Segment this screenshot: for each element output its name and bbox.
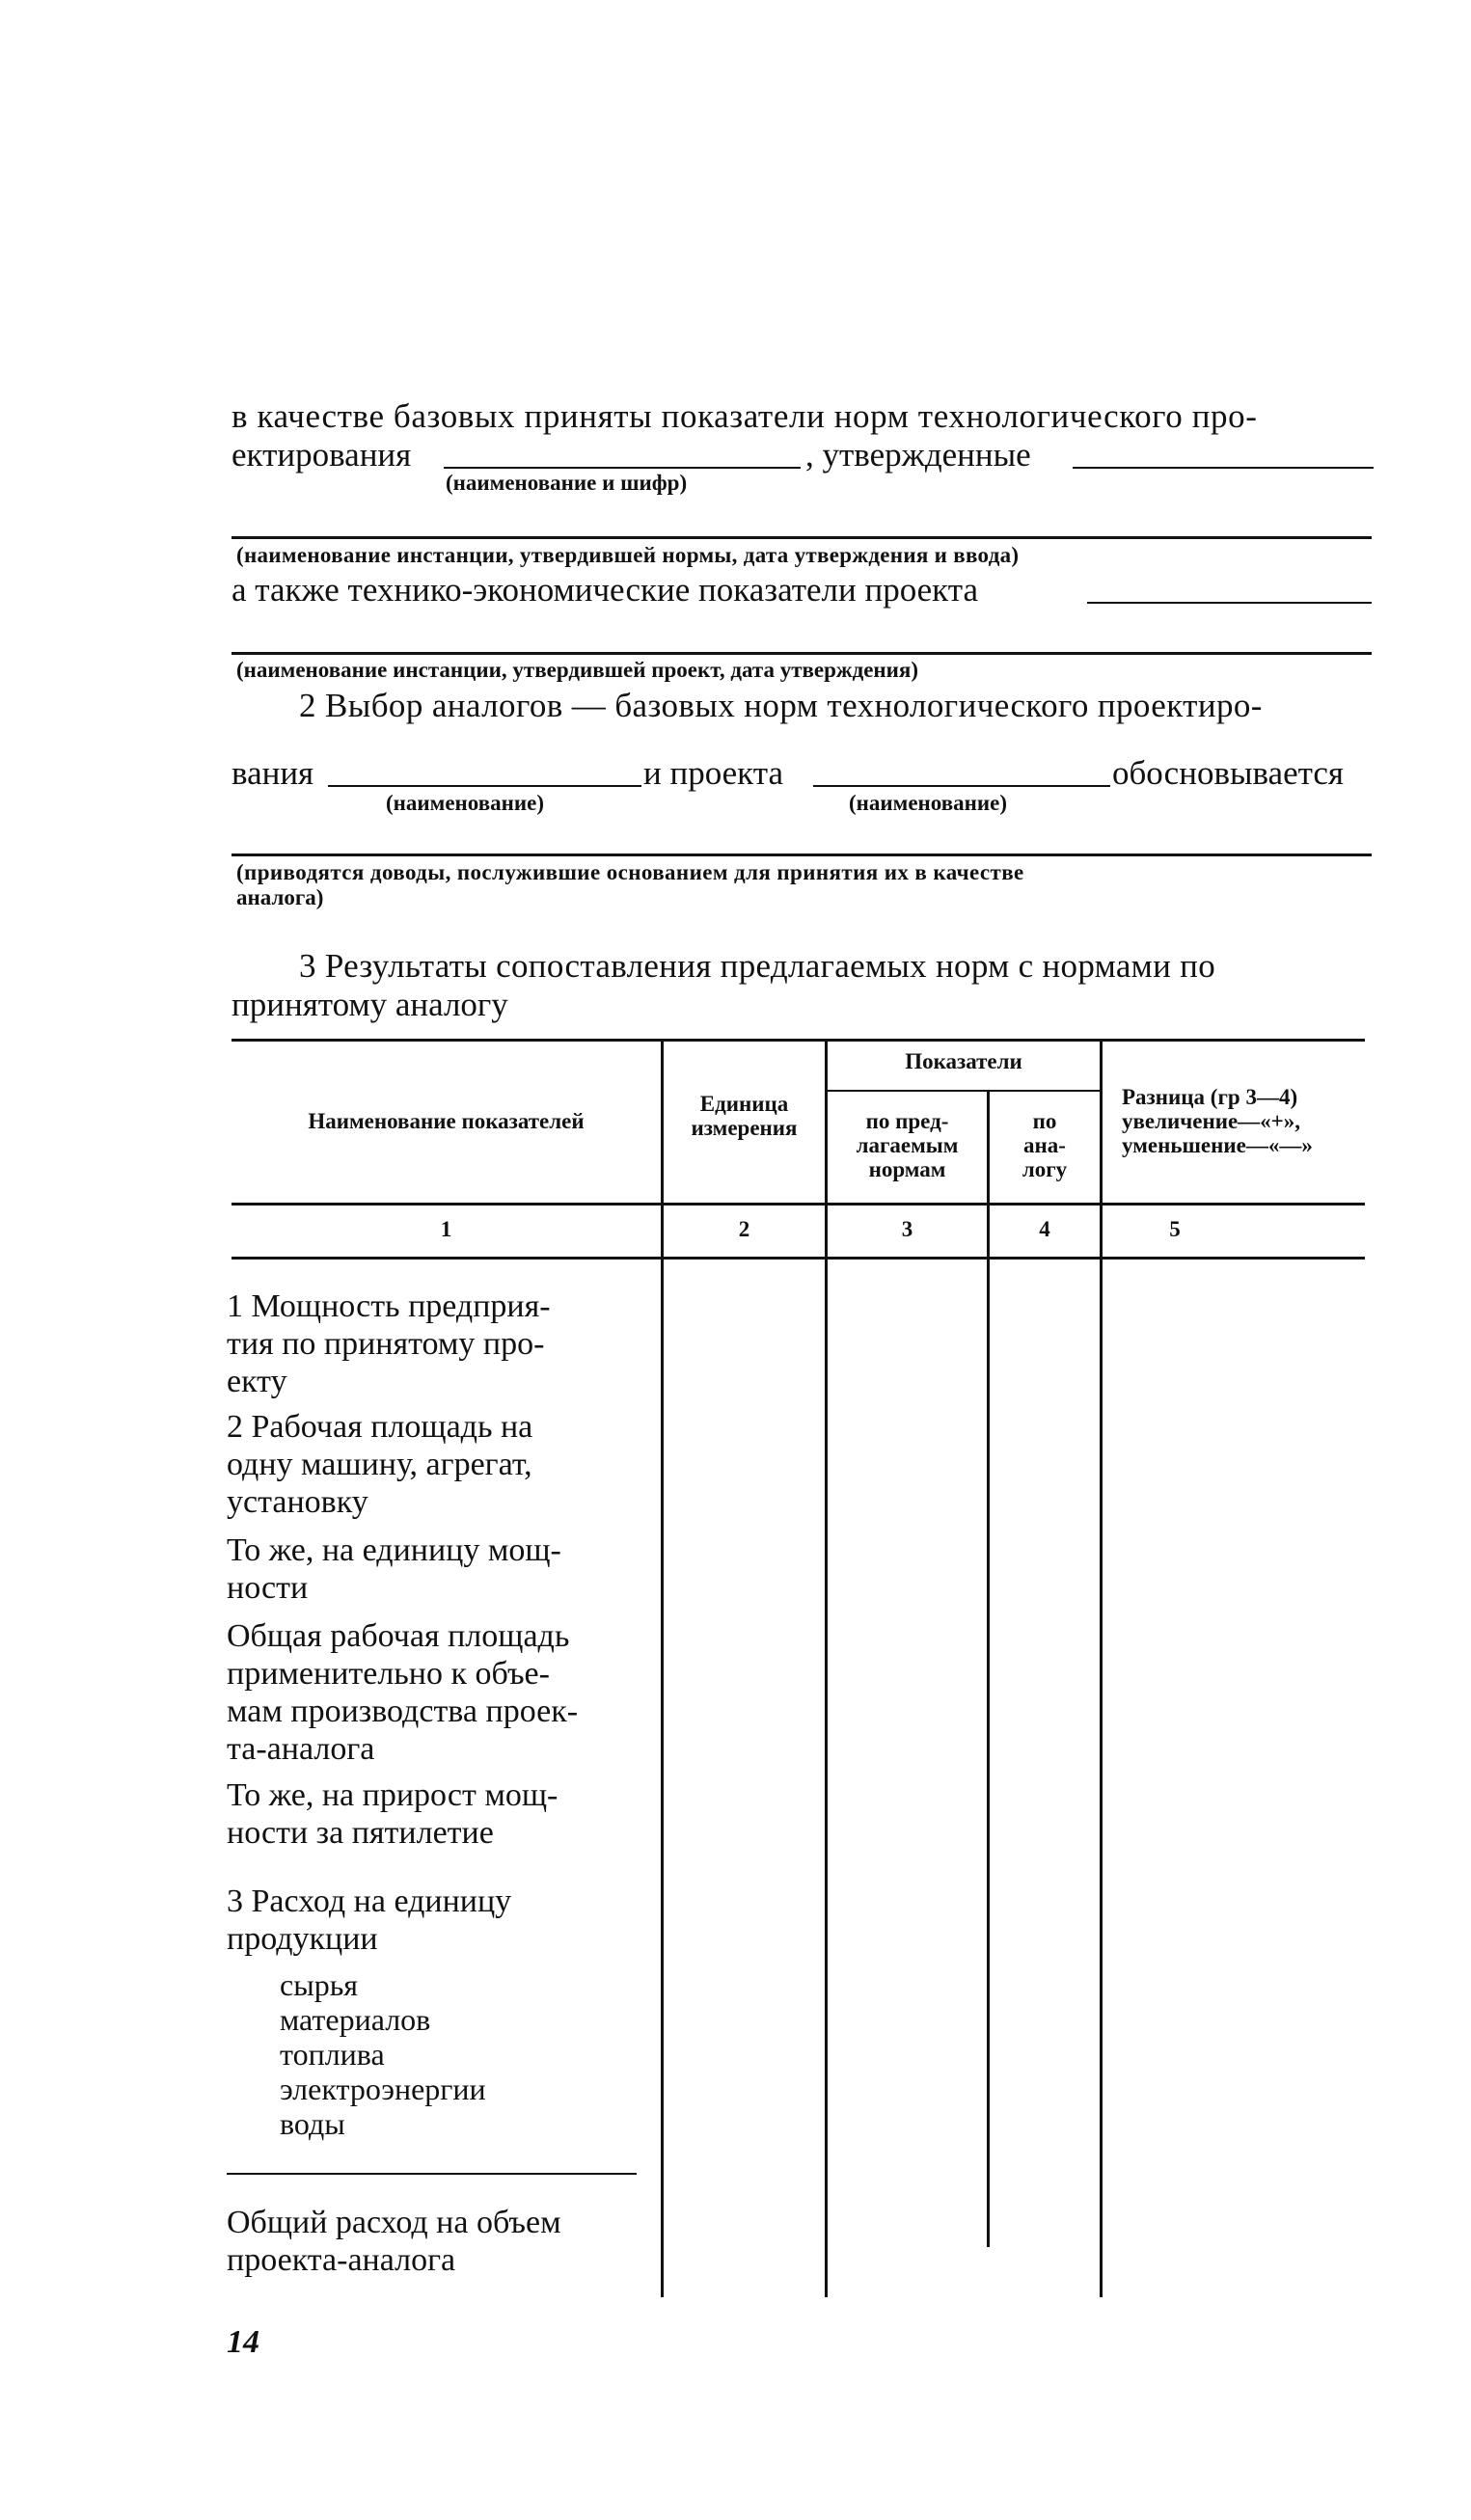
header-proposed	[828, 1109, 987, 1181]
header-proposed-line-3: нормам	[868, 1157, 946, 1181]
table-row	[227, 1776, 632, 1852]
table-row	[227, 1287, 632, 1400]
row-5-line-2: ности за пятилетие	[227, 1815, 494, 1851]
header-analog-line-2: ана-	[1023, 1133, 1066, 1157]
subitem-water: воды	[280, 2106, 345, 2141]
blank-approved-by	[1073, 467, 1374, 469]
caption-project-authority: (наименование инстанции, утвердившей проект, дата утверждения)	[236, 658, 919, 682]
row-6-line-2: продукции	[227, 1921, 378, 1957]
row-1-line-3: екту	[227, 1364, 287, 1399]
row-1-line-2: тия по принятому про-	[227, 1326, 545, 1362]
subitem-fuel: топлива	[280, 2037, 385, 2072]
row-6-line-1: 3 Расход на единицу	[227, 1883, 512, 1919]
section3-line-2: принятому аналогу	[232, 986, 508, 1023]
caption-reasons-line-1: (приводятся доводы, послужившие основанием для принятия их в качестве	[236, 860, 1024, 884]
header-difference-line-2: увеличение—«+»,	[1122, 1109, 1301, 1133]
table-top-rule	[232, 1039, 1365, 1042]
col-number-1: 1	[440, 1217, 452, 1241]
blank-reasons-line	[232, 854, 1372, 856]
header-difference-line-1: Разница (гр 3—4)	[1122, 1085, 1298, 1109]
intro-line-2-start: ектирования	[232, 436, 412, 474]
section2-line-1: 2 Выбор аналогов — базовых норм технологического проектиро-	[299, 687, 1263, 724]
col-number-5: 5	[1169, 1217, 1181, 1241]
header-difference	[1103, 1085, 1368, 1157]
col-divider-3	[987, 1090, 990, 2247]
total-line-1: Общий расход на объем	[227, 2205, 561, 2240]
blank-analog-norms	[328, 785, 641, 787]
table-row	[227, 1408, 632, 1521]
section2-line-2-end: обосновывается	[1112, 754, 1344, 792]
group-header-rule	[827, 1090, 1102, 1092]
subitem-electricity: электроэнергии	[280, 2072, 486, 2106]
section2-line-2-start: вания	[232, 754, 314, 792]
intro-line-1: в качестве базовых приняты показатели норм технологического про-	[232, 397, 1258, 435]
header-indicators-group: Показатели	[905, 1049, 1022, 1073]
header-unit-line-1: Единица	[699, 1092, 789, 1116]
caption-reasons-line-2: аналога)	[236, 885, 324, 909]
row-3-line-2: ности	[227, 1570, 309, 1606]
page-number: 14	[227, 2324, 259, 2360]
caption-name-code: (наименование и шифр)	[446, 471, 688, 495]
row-5-line-1: То же, на прирост мощ-	[227, 1777, 558, 1813]
table-row	[227, 1883, 632, 1958]
subitem-materials: материалов	[280, 2002, 431, 2037]
section2-line-2-mid: и проекта	[643, 754, 783, 792]
subtotal-rule	[227, 2173, 637, 2175]
blank-project-indicators	[1087, 602, 1372, 604]
row-4-line-2: применительно к объе-	[227, 1656, 550, 1692]
col-number-4: 4	[1039, 1217, 1050, 1241]
header-unit-line-2: измерения	[691, 1116, 798, 1140]
caption-name-right: (наименование)	[849, 791, 1008, 815]
table-row-total	[227, 2204, 632, 2279]
header-unit	[664, 1092, 825, 1140]
subitem-raw-materials: сырья	[280, 1967, 359, 2002]
header-proposed-line-2: лагаемым	[856, 1133, 959, 1157]
header-analog	[990, 1109, 1100, 1181]
row-4-line-1: Общая рабочая площадь	[227, 1618, 570, 1654]
intro-line-2-mid: , утвержденные	[805, 436, 1031, 474]
caption-name-left: (наименование)	[386, 791, 545, 815]
caption-norm-authority: (наименование инстанции, утвердившей нормы, дата утверждения и ввода)	[236, 543, 1020, 567]
row-2-line-1: 2 Рабочая площадь на	[227, 1409, 533, 1445]
col-number-2: 2	[738, 1217, 750, 1241]
row-1-line-1: 1 Мощность предприя-	[227, 1288, 551, 1324]
header-bottom-rule	[232, 1203, 1365, 1206]
section3-line-1: 3 Результаты сопоставления предлагаемых норм с нормами по	[299, 947, 1216, 985]
blank-norm-authority-line	[232, 536, 1372, 539]
row-2-line-2: одну машину, агрегат,	[227, 1447, 532, 1482]
intro-line-3: а также технико-экономические показатели проекта	[232, 571, 978, 609]
header-proposed-line-1: по пред-	[865, 1109, 949, 1133]
table-row	[227, 1617, 632, 1768]
table-row	[227, 1531, 632, 1607]
row-2-line-3: установку	[227, 1484, 368, 1520]
header-difference-line-3: уменьшение—«—»	[1122, 1133, 1313, 1157]
header-name: Наименование показателей	[308, 1109, 585, 1133]
row-4-line-4: та-аналога	[227, 1731, 375, 1767]
row-4-line-3: мам производства проек-	[227, 1694, 579, 1729]
numbers-bottom-rule	[232, 1257, 1365, 1260]
total-line-2: проекта-аналога	[227, 2242, 456, 2278]
row-3-line-1: То же, на единицу мощ-	[227, 1532, 561, 1568]
header-analog-line-1: по	[1032, 1109, 1057, 1133]
header-analog-line-3: логу	[1022, 1157, 1068, 1181]
blank-project-authority-line	[232, 652, 1372, 655]
blank-norms-name	[444, 467, 801, 469]
col-number-3: 3	[901, 1217, 913, 1241]
blank-analog-project	[813, 785, 1110, 787]
